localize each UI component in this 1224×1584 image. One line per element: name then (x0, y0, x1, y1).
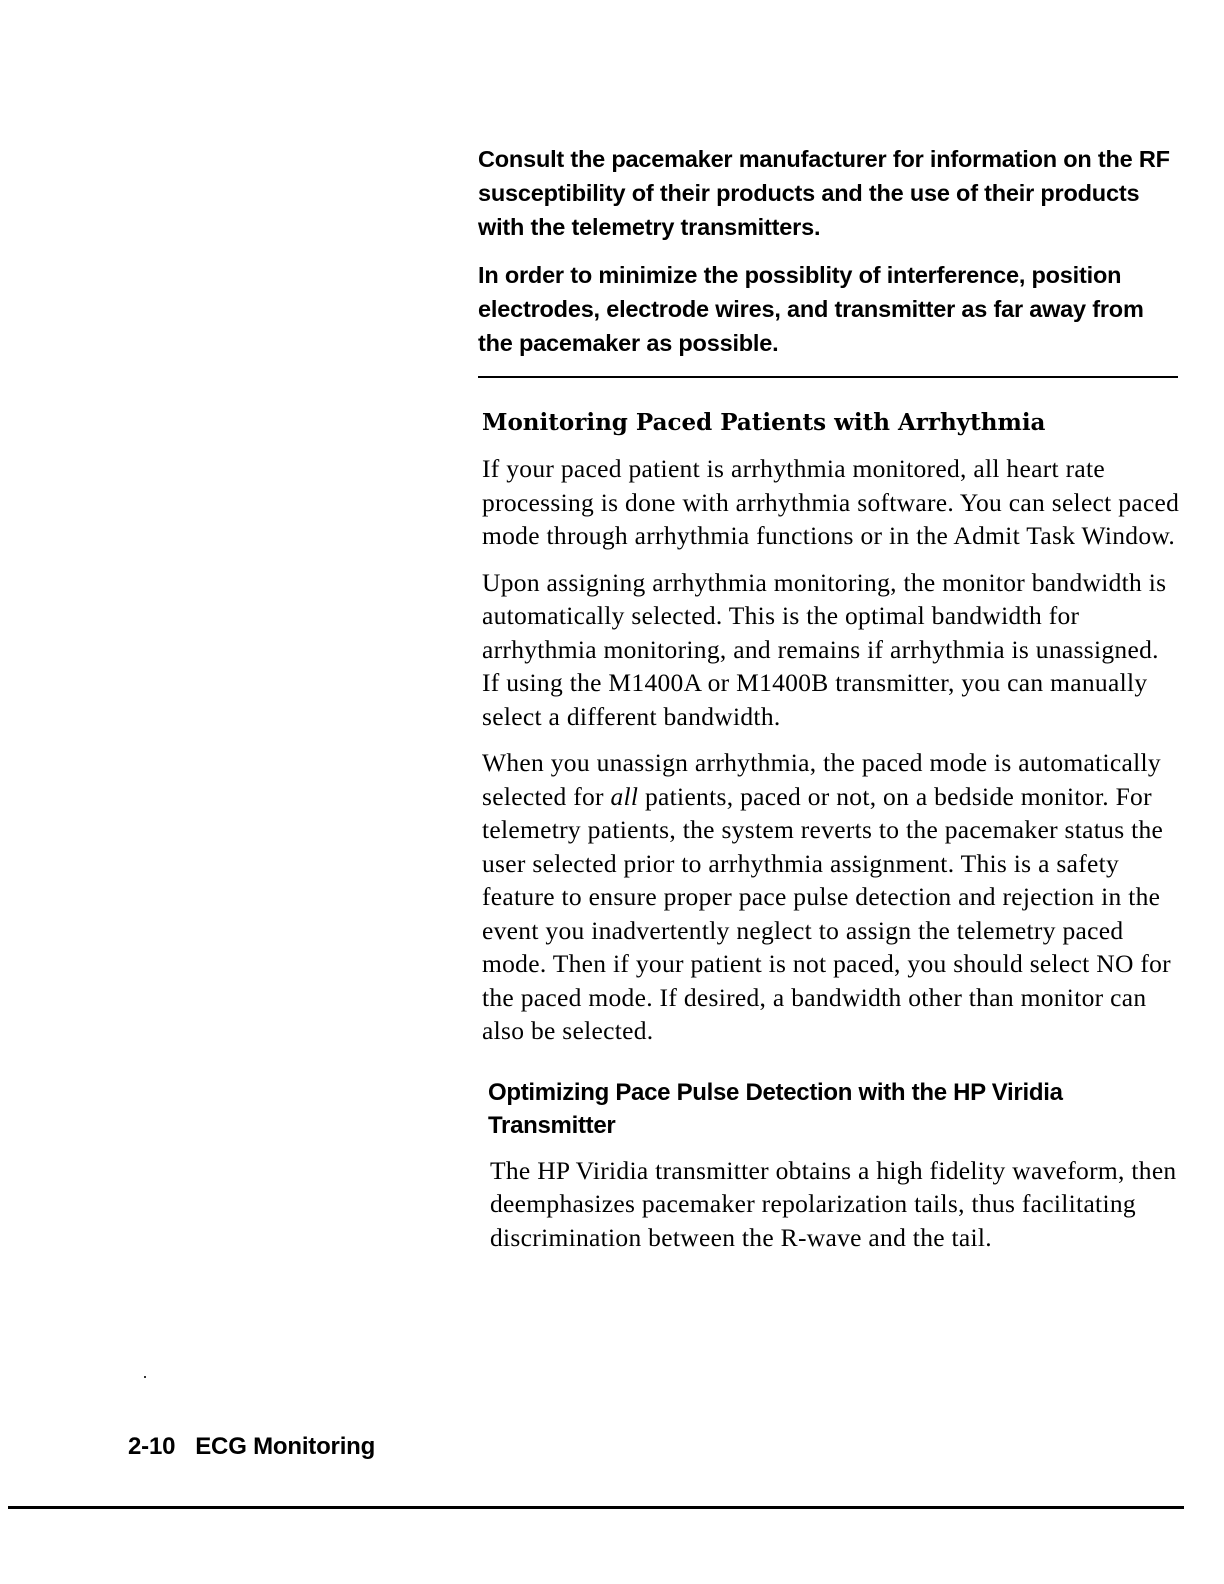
scan-speck (144, 1376, 146, 1378)
body-paragraph: If your paced patient is arrhythmia monitored, all heart rate processing is done with arrhythmia software. You can select paced mode through arrhythmia functions or in the Admit Task Window. (482, 454, 1180, 550)
emphasis-text: all (610, 781, 639, 811)
body-paragraph (482, 746, 1183, 1048)
chapter-title: ECG Monitoring (195, 1433, 376, 1460)
text-run: patients, paced or not, on a bedside monitor. For telemetry patients, the system reverts to the pacemaker status the user selected prior to arrhythmia assignment. This is a safety feature to ensure proper pace pulse detection and rejection in the event you inadvertently neglect to assign the telemetry paced mode. Then if your patient is not paced, you should select NO for the paced mode. If desired, a bandwidth other than monitor can also be selected. (482, 781, 1171, 1045)
page-footer (128, 1430, 375, 1464)
main-column (478, 142, 1183, 1267)
page-number: 2-10 (128, 1433, 176, 1460)
warning-paragraph: In order to minimize the possiblity of interference, position electrodes, electrode wires, and transmitter as far away from the pacemaker as possible. (478, 262, 1144, 356)
warning-paragraph: Consult the pacemaker manufacturer for information on the RF susceptibility of their products and the use of their products with the telemetry transmitters. (478, 146, 1170, 240)
bottom-rule (8, 1506, 1184, 1509)
section-heading: Monitoring Paced Patients with Arrhythmia (482, 409, 1046, 436)
warning-divider (478, 376, 1178, 378)
text-run: When you unassign arrhythmia, the paced mode is automatically selected for (482, 748, 1161, 811)
section-heading: Optimizing Pace Pulse Detection with the HP Viridia Transmitter (488, 1078, 1063, 1139)
body-paragraph: The HP Viridia transmitter obtains a high fidelity waveform, then deemphasizes pacemaker repolarization tails, thus facilitating discrimination between the R-wave and the tail. (490, 1155, 1177, 1252)
body-paragraph: Upon assigning arrhythmia monitoring, the monitor bandwidth is automatically selected. This is the optimal bandwidth for arrhythmia monitoring, and remains if arrhythmia is unassigned. If using the M1400A or M1400B transmitter, you can manually select a different bandwidth. (482, 567, 1167, 731)
